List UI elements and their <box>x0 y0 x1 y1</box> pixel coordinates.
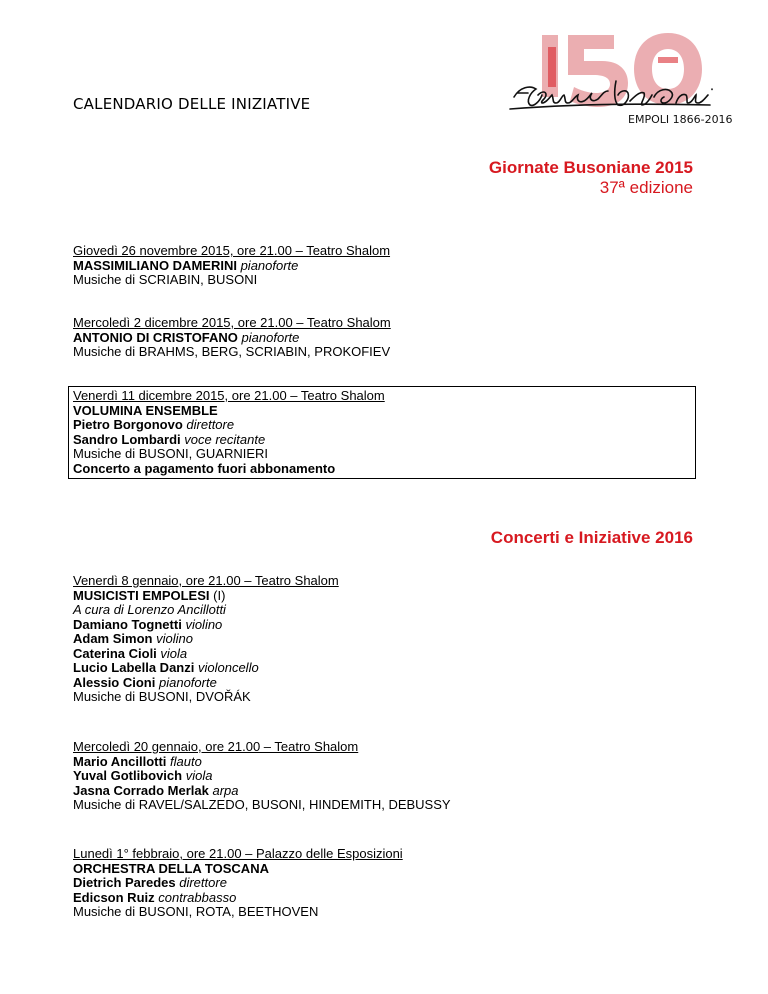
event-date: Venerdì 11 dicembre 2015, ore 21.00 – Teatro Shalom <box>73 388 385 403</box>
event-ensemble: ORCHESTRA DELLA TOSCANA <box>73 860 269 876</box>
event-program: Musiche di BUSONI, ROTA, BEETHOVEN <box>73 904 319 919</box>
event-performer: MASSIMILIANO DAMERINI pianoforte <box>73 257 299 273</box>
event-performer: Damiano Tognetti violino <box>73 616 223 632</box>
event-2016-1 <box>73 574 339 705</box>
event-program: Musiche di BUSONI, DVOŘÁK <box>73 689 251 704</box>
event-2015-1 <box>73 244 390 288</box>
event-performer: Adam Simon violino <box>73 631 193 646</box>
event-performer: ANTONIO DI CRISTOFANO pianoforte <box>73 329 300 345</box>
event-performer: Mario Ancillotti flauto <box>73 753 202 769</box>
event-date: Lunedì 1° febbraio, ore 21.00 – Palazzo delle Esposizioni <box>73 846 403 861</box>
event-performer: Sandro Lombardi voce recitante <box>73 431 266 447</box>
event-note: Concerto a pagamento fuori abbonamento <box>73 460 336 476</box>
section-edition: 37ª edizione <box>599 178 693 197</box>
logo-graphic <box>508 27 734 125</box>
event-program: Musiche di BUSONI, GUARNIERI <box>73 446 269 461</box>
event-2015-3-boxed <box>68 386 696 479</box>
event-2016-2 <box>73 740 451 813</box>
event-date: Venerdì 8 gennaio, ore 21.00 – Teatro Shalom <box>73 573 339 588</box>
logo-caption: EMPOLI 1866-2016 <box>628 113 733 125</box>
event-performer: Lucio Labella Danzi violoncello <box>73 660 259 675</box>
event-2016-3 <box>73 847 403 920</box>
section-title-2015: Giornate Busoniane 2015 <box>488 158 693 177</box>
event-program: Musiche di RAVEL/SALZEDO, BUSONI, HINDEMITH, DEBUSSY <box>73 797 451 812</box>
event-program: Musiche di BRAHMS, BERG, SCRIABIN, PROKOFIEV <box>73 344 391 359</box>
busoni-150-logo <box>508 27 734 125</box>
event-performer: Caterina Cioli viola <box>73 645 188 661</box>
event-performer: Yuval Gotlibovich viola <box>73 768 213 783</box>
event-performer: Jasna Corrado Merlak arpa <box>73 782 239 798</box>
event-performer: Dietrich Paredes direttore <box>73 875 227 890</box>
event-program: Musiche di SCRIABIN, BUSONI <box>73 272 258 287</box>
event-date: Giovedì 26 novembre 2015, ore 21.00 – Teatro Shalom <box>73 243 391 258</box>
event-date: Mercoledì 2 dicembre 2015, ore 21.00 – Teatro Shalom <box>73 315 391 330</box>
section-title-2016: Concerti e Iniziative 2016 <box>490 528 693 547</box>
event-performer: Pietro Borgonovo direttore <box>73 417 235 432</box>
event-performer: Edicson Ruiz contrabbasso <box>73 889 237 905</box>
page-title: CALENDARIO DELLE INIZIATIVE <box>73 95 311 113</box>
event-ensemble: MUSICISTI EMPOLESI (I) <box>73 587 226 603</box>
event-curator: A cura di Lorenzo Ancillotti <box>73 602 226 617</box>
event-ensemble: VOLUMINA ENSEMBLE <box>73 402 218 418</box>
event-date: Mercoledì 20 gennaio, ore 21.00 – Teatro Shalom <box>73 739 359 754</box>
section-heading-2015 <box>489 158 693 198</box>
event-performer: Alessio Cioni pianoforte <box>73 674 217 690</box>
event-2015-2 <box>73 316 391 360</box>
